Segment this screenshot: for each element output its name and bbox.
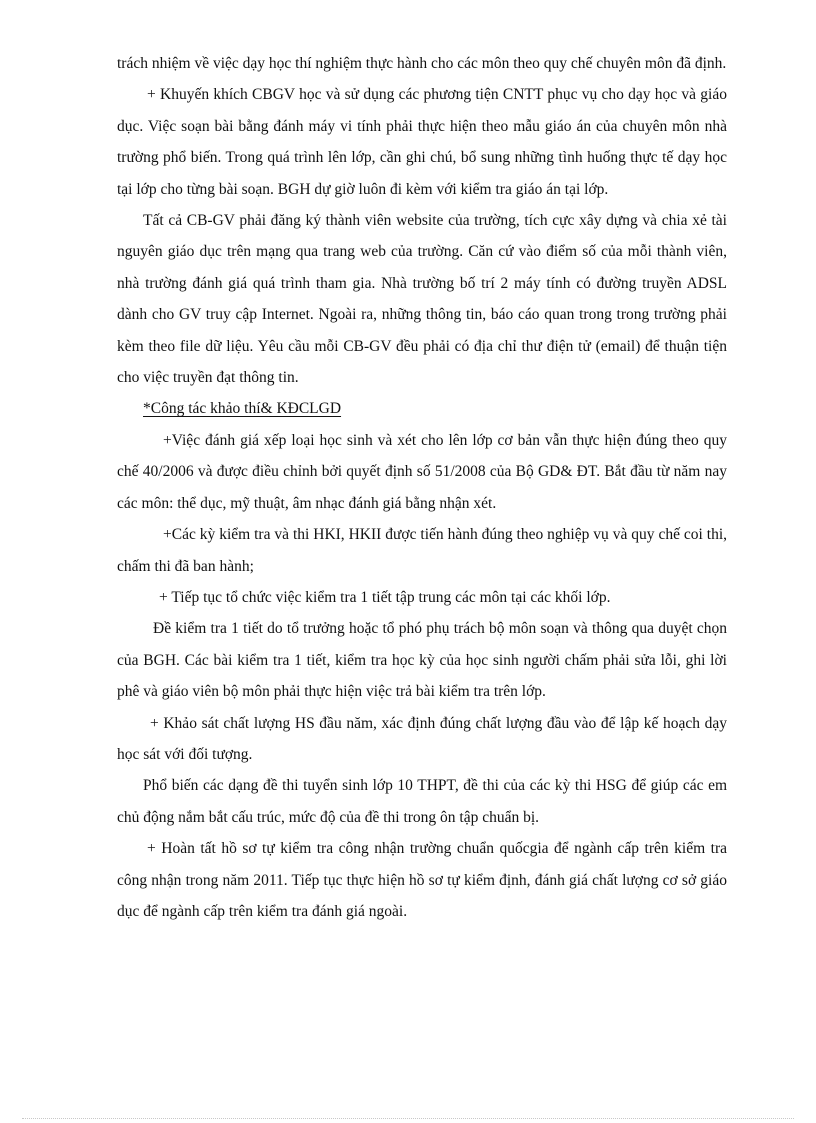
paragraph-teaching-responsibility: trách nhiệm về việc dạy học thí nghiệm thực hành cho các môn theo quy chế chuyên môn đã định. bbox=[117, 55, 727, 72]
page-bottom-divider bbox=[22, 1118, 794, 1119]
paragraph-one-period-test: + Tiếp tục tổ chức việc kiểm tra 1 tiết tập trung các môn tại các khối lớp. bbox=[159, 588, 611, 606]
section-heading-assessment bbox=[117, 393, 727, 424]
paragraph-student-evaluation: +Việc đánh giá xếp loại học sinh và xét cho lên lớp cơ bản vẫn thực hiện đúng theo quy chế 40/2006 và được điều chỉnh bởi quyết định số 51/2008 của Bộ GD& ĐT. Bắt đầu từ năm nay các môn: thể dục, mỹ thuật, âm nhạc đánh giá bằng nhận xét. bbox=[117, 431, 727, 512]
paragraph-exam-periods: +Các kỳ kiểm tra và thi HKI, HKII được tiến hành đúng theo nghiệp vụ và quy chế coi thi, chấm thi đã ban hành; bbox=[117, 526, 727, 575]
paragraph-test-preparation: Đề kiểm tra 1 tiết do tổ trưởng hoặc tổ phó phụ trách bộ môn soạn và thông qua duyệt chọn của BGH. Các bài kiểm tra 1 tiết, kiểm tra học kỳ của học sinh người chấm phải sửa lỗi, ghi lời phê và giáo viên bộ môn phải thực hiện việc trả bài kiểm tra trên lớp. bbox=[117, 620, 727, 701]
paragraph-national-standard: + Hoàn tất hồ sơ tự kiểm tra công nhận trường chuẩn quốcgia để ngành cấp trên kiểm tra công nhận trong năm 2011. Tiếp tục thực hiện hồ sơ tự kiểm định, đánh giá chất lượng cơ sở giáo dục để ngành cấp trên kiểm tra đánh giá ngoài. bbox=[117, 840, 727, 920]
paragraph-it-encouragement: + Khuyến khích CBGV học và sử dụng các phương tiện CNTT phục vụ cho dạy học và giáo dục. Việc soạn bài bằng đánh máy vi tính phải thực hiện theo mẫu giáo án của chuyên môn nhà trường phổ biến. Trong quá trình lên lớp, cần ghi chú, bổ sung những tình huống thực tế dạy học tại lớp cho từng bài soạn. BGH dự giờ luôn đi kèm với kiểm tra giáo án tại lớp. bbox=[117, 86, 727, 198]
paragraph-exam-types: Phổ biến các dạng đề thi tuyển sinh lớp 10 THPT, đề thi của các kỳ thi HSG để giúp các em chủ động nắm bắt cấu trúc, mức độ của đề thi trong ôn tập chuẩn bị. bbox=[117, 777, 727, 826]
document-body bbox=[117, 48, 727, 927]
section-heading-text: *Công tác khảo thí& KĐCLGD bbox=[143, 400, 342, 418]
paragraph-quality-survey: + Khảo sát chất lượng HS đầu năm, xác định đúng chất lượng đầu vào để lập kế hoạch dạy học sát với đối tượng. bbox=[117, 714, 727, 763]
paragraph-website-membership: Tất cả CB-GV phải đăng ký thành viên website của trường, tích cực xây dựng và chia xẻ tài nguyên giáo dục trên mạng qua trang web của trường. Căn cứ vào điểm số của mỗi thành viên, nhà trường đánh giá quá trình tham gia. Nhà trường bố trí 2 máy tính có đường truyền ADSL dành cho GV truy cập Internet. Ngoài ra, những thông tin, báo cáo quan trong trong trường phải kèm theo file dữ liệu. Yêu cầu mỗi CB-GV đều phải có địa chỉ thư điện tử (email) để thuận tiện cho việc truyền đạt thông tin. bbox=[117, 212, 727, 387]
